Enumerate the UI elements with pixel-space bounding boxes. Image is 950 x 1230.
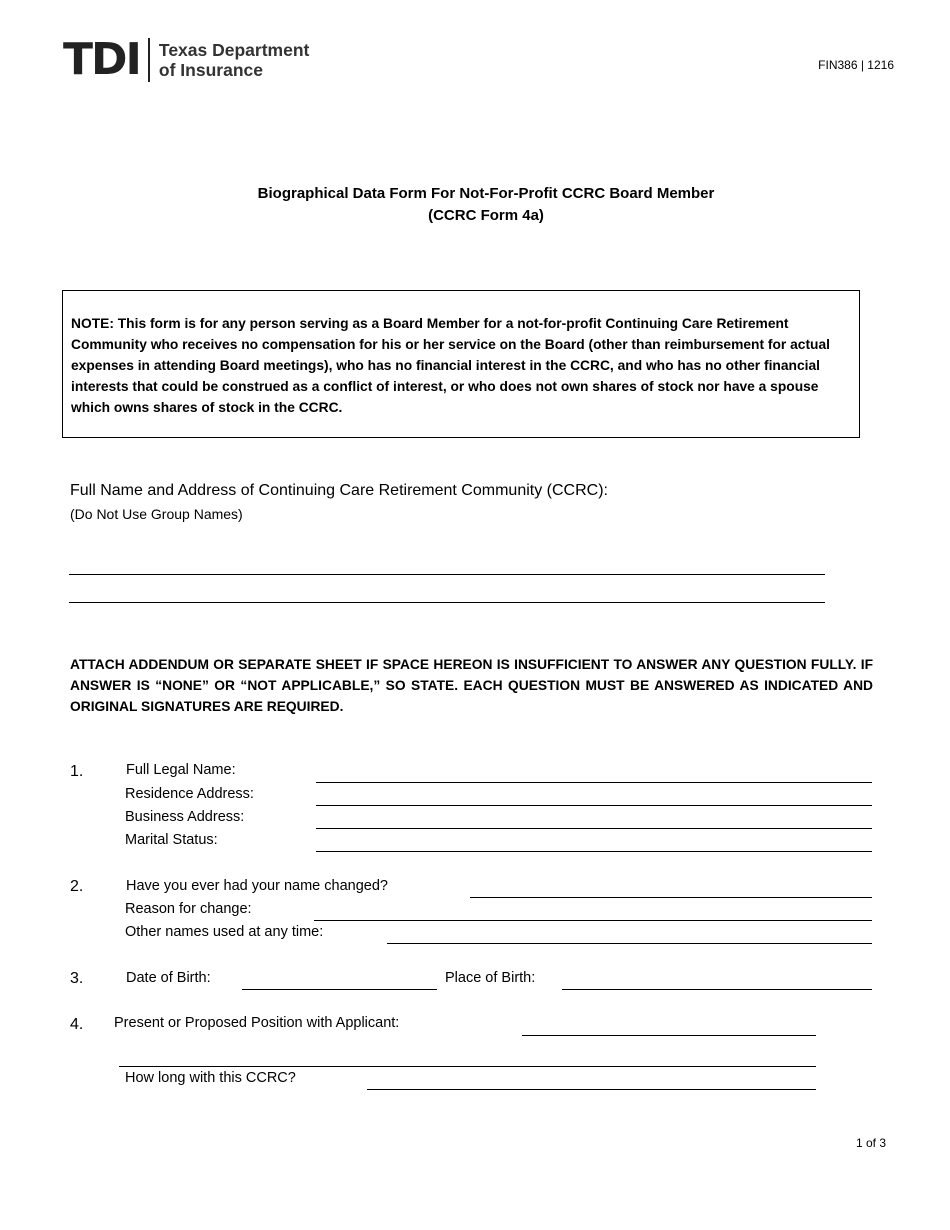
logo-line-2: of Insurance — [158, 60, 263, 80]
place-of-birth-label: Place of Birth: — [445, 970, 536, 986]
date-of-birth-field[interactable] — [242, 989, 437, 990]
logo-line-1: Texas Department — [158, 40, 310, 60]
other-names-label: Other names used at any time: — [125, 924, 324, 940]
how-long-label: How long with this CCRC? — [125, 1070, 296, 1086]
business-address-label: Business Address: — [125, 809, 245, 825]
ccrc-name-label: Full Name and Address of Continuing Care Retirement Community (CCRC): — [70, 482, 608, 499]
name-changed-label: Have you ever had your name changed? — [126, 878, 388, 894]
full-legal-name-field[interactable] — [316, 782, 872, 783]
name-changed-field[interactable] — [470, 897, 872, 898]
how-long-field[interactable] — [367, 1089, 816, 1090]
ccrc-address-line-2[interactable] — [69, 602, 825, 603]
question-4-number: 4. — [70, 1016, 84, 1033]
reason-for-change-field[interactable] — [314, 920, 872, 921]
position-label: Present or Proposed Position with Applicant: — [114, 1015, 400, 1031]
ccrc-address-line-1[interactable] — [69, 574, 825, 575]
business-address-field[interactable] — [316, 828, 872, 829]
logo-divider — [148, 38, 150, 82]
question-3-number: 3. — [70, 970, 84, 987]
other-names-field[interactable] — [387, 943, 872, 944]
form-subtitle: (CCRC Form 4a) — [428, 207, 544, 224]
question-1-number: 1. — [70, 763, 84, 780]
full-legal-name-label: Full Legal Name: — [126, 762, 236, 778]
logo-mark: TDI — [63, 34, 140, 85]
marital-status-label: Marital Status: — [125, 832, 218, 848]
place-of-birth-field[interactable] — [562, 989, 872, 990]
position-field-continued[interactable] — [119, 1066, 816, 1067]
note-text: NOTE: This form is for any person serving as a Board Member for a not-for-profit Continuing Care Retirement Community who receives no compensation for his or her service on the Board (other than reimbursement for actual expenses in attending Board meetings), who has no financial interest in the CCRC, and who has no other financial interests that could be construed as a conflict of interest, or who does not own shares of stock nor have a spouse which owns shares of stock in the CCRC. — [71, 316, 830, 415]
note-box — [62, 290, 860, 438]
marital-status-field[interactable] — [316, 851, 872, 852]
form-code: FIN386 | 1216 — [818, 58, 894, 72]
residence-address-field[interactable] — [316, 805, 872, 806]
attach-instructions: ATTACH ADDENDUM OR SEPARATE SHEET IF SPACE HEREON IS INSUFFICIENT TO ANSWER ANY QUESTION FULLY. IF ANSWER IS “NONE” OR “NOT APPLICABLE,” SO STATE. EACH QUESTION MUST BE ANSWERED AS INDICATED AND ORIGINAL SIGNATURES ARE REQUIRED. — [70, 657, 873, 714]
position-field[interactable] — [522, 1035, 816, 1036]
logo-text — [159, 40, 309, 80]
residence-address-label: Residence Address: — [125, 786, 254, 802]
question-2-number: 2. — [70, 878, 84, 895]
page-number: 1 of 3 — [855, 1136, 886, 1150]
tdi-logo — [63, 34, 310, 85]
ccrc-name-sublabel: (Do Not Use Group Names) — [70, 506, 243, 522]
reason-for-change-label: Reason for change: — [125, 901, 252, 917]
form-title: Biographical Data Form For Not-For-Profit CCRC Board Member — [257, 185, 715, 202]
date-of-birth-label: Date of Birth: — [126, 970, 211, 986]
